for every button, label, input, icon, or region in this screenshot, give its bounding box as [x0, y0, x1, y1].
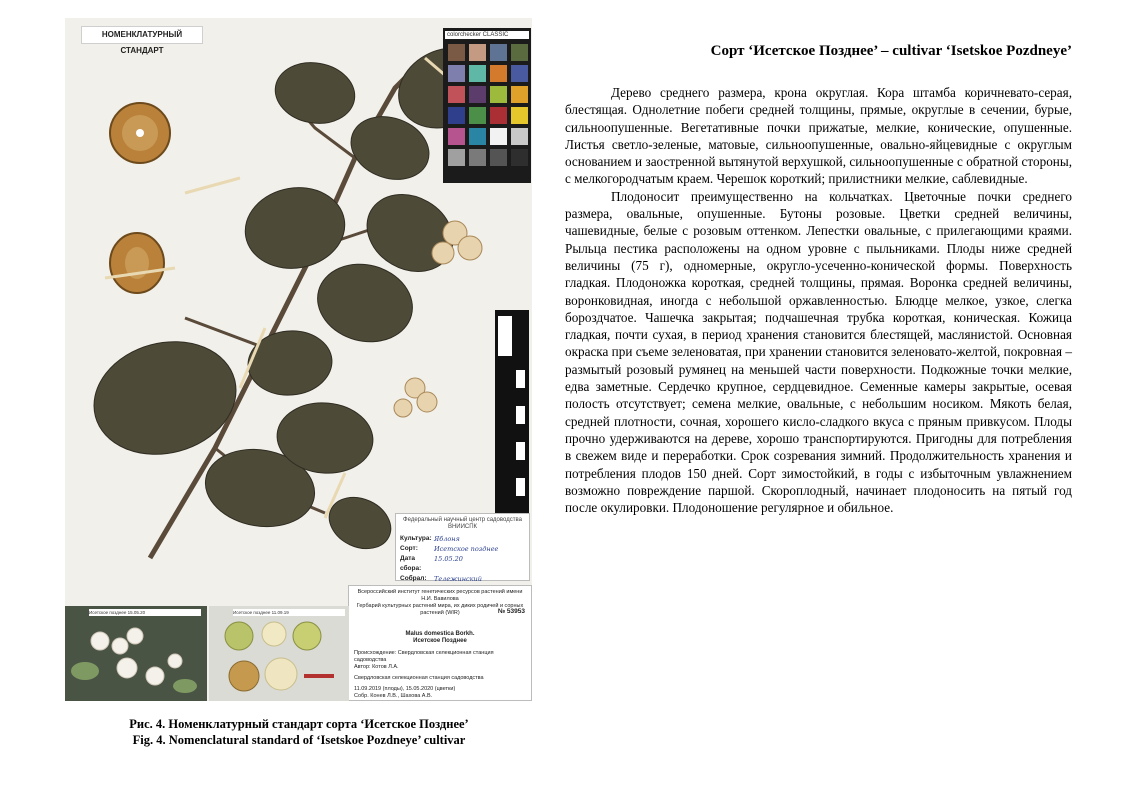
colorchecker-swatch [448, 86, 465, 103]
flowers-photo [65, 606, 207, 701]
fruit-photo-image [209, 606, 349, 701]
origin-text: Происхождение: Свердловская селекционная станция садоводства [354, 650, 494, 663]
colorchecker-swatch [511, 65, 528, 82]
specimen-number: № 53953 [497, 608, 525, 615]
colorchecker-swatch [511, 149, 528, 166]
flowers-photo-caption: Исетское позднее 15.05.20 [89, 609, 201, 616]
collection-label [395, 513, 530, 581]
colorchecker-swatch [490, 86, 507, 103]
colorchecker-swatch [469, 86, 486, 103]
figure-caption-en: Fig. 4. Nomenclatural standard of ‘Isetskoe Pozdneye’ cultivar [132, 733, 466, 747]
colorchecker-swatch [490, 128, 507, 145]
collection-label-header: Федеральный научный центр садоводства ВНИИСПК [403, 517, 522, 530]
species-name: Malus domestica Borkh. [405, 631, 475, 637]
dates-text: 11.09.2019 (плоды), 15.05.2020 (цветки) [354, 686, 456, 692]
collectors-text: Собр. Конев Л.В., Шахова А.В. [354, 693, 433, 699]
colorchecker-swatch [469, 128, 486, 145]
colorchecker-swatch [448, 107, 465, 124]
row-key: Собрал: [400, 575, 427, 582]
colorchecker-card [443, 28, 531, 183]
nomenclatural-standard-label: НОМЕНКЛАТУРНЫЙ СТАНДАРТ [81, 26, 203, 44]
row-value: Исетское позднее [434, 545, 499, 553]
colorchecker-swatch [490, 107, 507, 124]
colorchecker-grid [448, 44, 528, 166]
figure-caption-ru: Рис. 4. Номенклатурный стандарт сорта ‘Исетское Позднее’ [129, 717, 469, 731]
row-value: 15.05.20 [434, 555, 463, 563]
article-title: Сорт ‘Исетское Позднее’ – cultivar ‘Isetskoe Pozdneye’ [710, 43, 1072, 59]
colorchecker-swatch [490, 149, 507, 166]
scale-ruler [495, 310, 529, 520]
ruler-segment [516, 442, 525, 460]
colorchecker-swatch [469, 65, 486, 82]
cultivar-name: Исетское Позднее [413, 638, 467, 644]
row-key: Сорт: [400, 545, 418, 552]
colorchecker-swatch [469, 107, 486, 124]
leaf [239, 180, 351, 276]
leaf [245, 327, 334, 398]
article-paragraph: Дерево среднего размера, крона округлая. Кора штамба коричневато-серая, блестящая. Однолетние побеги средней толщины, прямые, округлые в сечении, бурые, сильноопушенные. Вегетативные почки прижатые, мелкие, конические, опушенные. Листья светло-зеленые, матовые, сильноопушенные, овально-яйцевидные с округлым основанием и заостренной вытянутой верхушкой, сильноопушенные с обратной стороны, с мелкогородчатым краем. Черешок короткий; прилистники мелкие, саблевидные. [565, 85, 1072, 187]
collection-label-row [400, 574, 525, 584]
leaf [270, 57, 359, 130]
institute-name: Всероссийский институт генетических ресурсов растений имени Н.И. Вавилова [357, 589, 523, 602]
row-key: Культура: [400, 535, 432, 542]
fruit-photo-caption: Исетское позднее 11.09.19 [233, 609, 345, 616]
colorchecker-swatch [469, 44, 486, 61]
ruler-segment [516, 370, 525, 388]
ruler-segment [516, 406, 525, 424]
herbarium-specimen-image [65, 18, 532, 701]
leaf [81, 326, 249, 470]
authors-text: Автор: Котов Л.А. [354, 664, 399, 670]
fruit-cross-section [110, 103, 170, 163]
colorchecker-swatch [448, 65, 465, 82]
collection-label-row [400, 534, 525, 544]
station-text: Свердловская селекционная станция садоводства [354, 675, 484, 681]
side-branch [185, 318, 265, 348]
row-key: Дата сбора: [400, 555, 422, 572]
colorchecker-swatch [490, 44, 507, 61]
collection-name: Гербарий культурных растений мира, их диких родичей и сорных растений (WIR) [356, 603, 524, 616]
colorchecker-swatch [511, 107, 528, 124]
colorchecker-swatch [448, 44, 465, 61]
fruit-longitudinal-section [110, 233, 164, 293]
figure-caption [60, 716, 538, 748]
collection-label-row [400, 554, 525, 574]
fruit-photo [209, 606, 349, 701]
colorchecker-swatch [511, 44, 528, 61]
ruler-segment [516, 478, 525, 496]
colorchecker-swatch [511, 86, 528, 103]
row-value: Яблоня [434, 535, 460, 543]
flowers-photo-image [65, 606, 207, 701]
row-value: Тележинский [434, 575, 482, 583]
collection-label-row [400, 544, 525, 554]
herbarium-label [348, 585, 532, 701]
colorchecker-swatch [469, 149, 486, 166]
ruler-label [498, 316, 512, 356]
colorchecker-label: colorchecker CLASSIC [445, 31, 529, 39]
article [565, 42, 1072, 516]
article-paragraph: Плодоносит преимущественно на кольчатках. Цветочные почки среднего размера, овальные, опушенные. Бутоны розовые. Цветки средней величины, чашевидные, белые с розовым оттенком. Лепестки овальные, с прилегающими краями. Рыльца пестика расположены на одном уровне с пыльниками. Плоды ниже средней величины (75 г), одномерные, округло-усеченно-конической формы. Поверхность гладкая. Плодоножка короткая, средней толщины, прямая. Воронка средней величины, воронковидная, иногда с небольшой оржавленностью. Блюдце мелкое, узкое, слегка бороздчатое. Чашечка закрытая; подчашечная трубка короткая, коническая. Кожица гладкая, почти сухая, в период хранения становится блестящей, маслянистой. Основная окраска при съеме зеленоватая, при хранении становится зеленовато-желтой, покровная – размытый розовый румянец на меньшей части поверхности. Подкожные точки мелкие, едва заметные. Сердечко крупное, сердцевидное. Семенные камеры закрытые, осевая полость отсутствует; семена мелкие, овальные, с небольшим носиком. Мякоть белая, средней плотности, сочная, хорошего кисло-сладкого вкуса с пряным привкусом. Плоды прочно удерживаются на дереве, хорошо транспортируются. Пригодны для потребления в свежем виде и переработки. Срок созревания зимний. Продолжительность хранения и потребления плодов 150 дней. Сорт зимостойкий, в годы с избыточным увлажнением возможно повреждение паршой. Скороплодный, начинает плодоносить на пятый год после окулировки. Плодоношение регулярное и обильное. [565, 188, 1072, 516]
colorchecker-swatch [490, 65, 507, 82]
colorchecker-swatch [448, 149, 465, 166]
colorchecker-swatch [511, 128, 528, 145]
colorchecker-swatch [448, 128, 465, 145]
